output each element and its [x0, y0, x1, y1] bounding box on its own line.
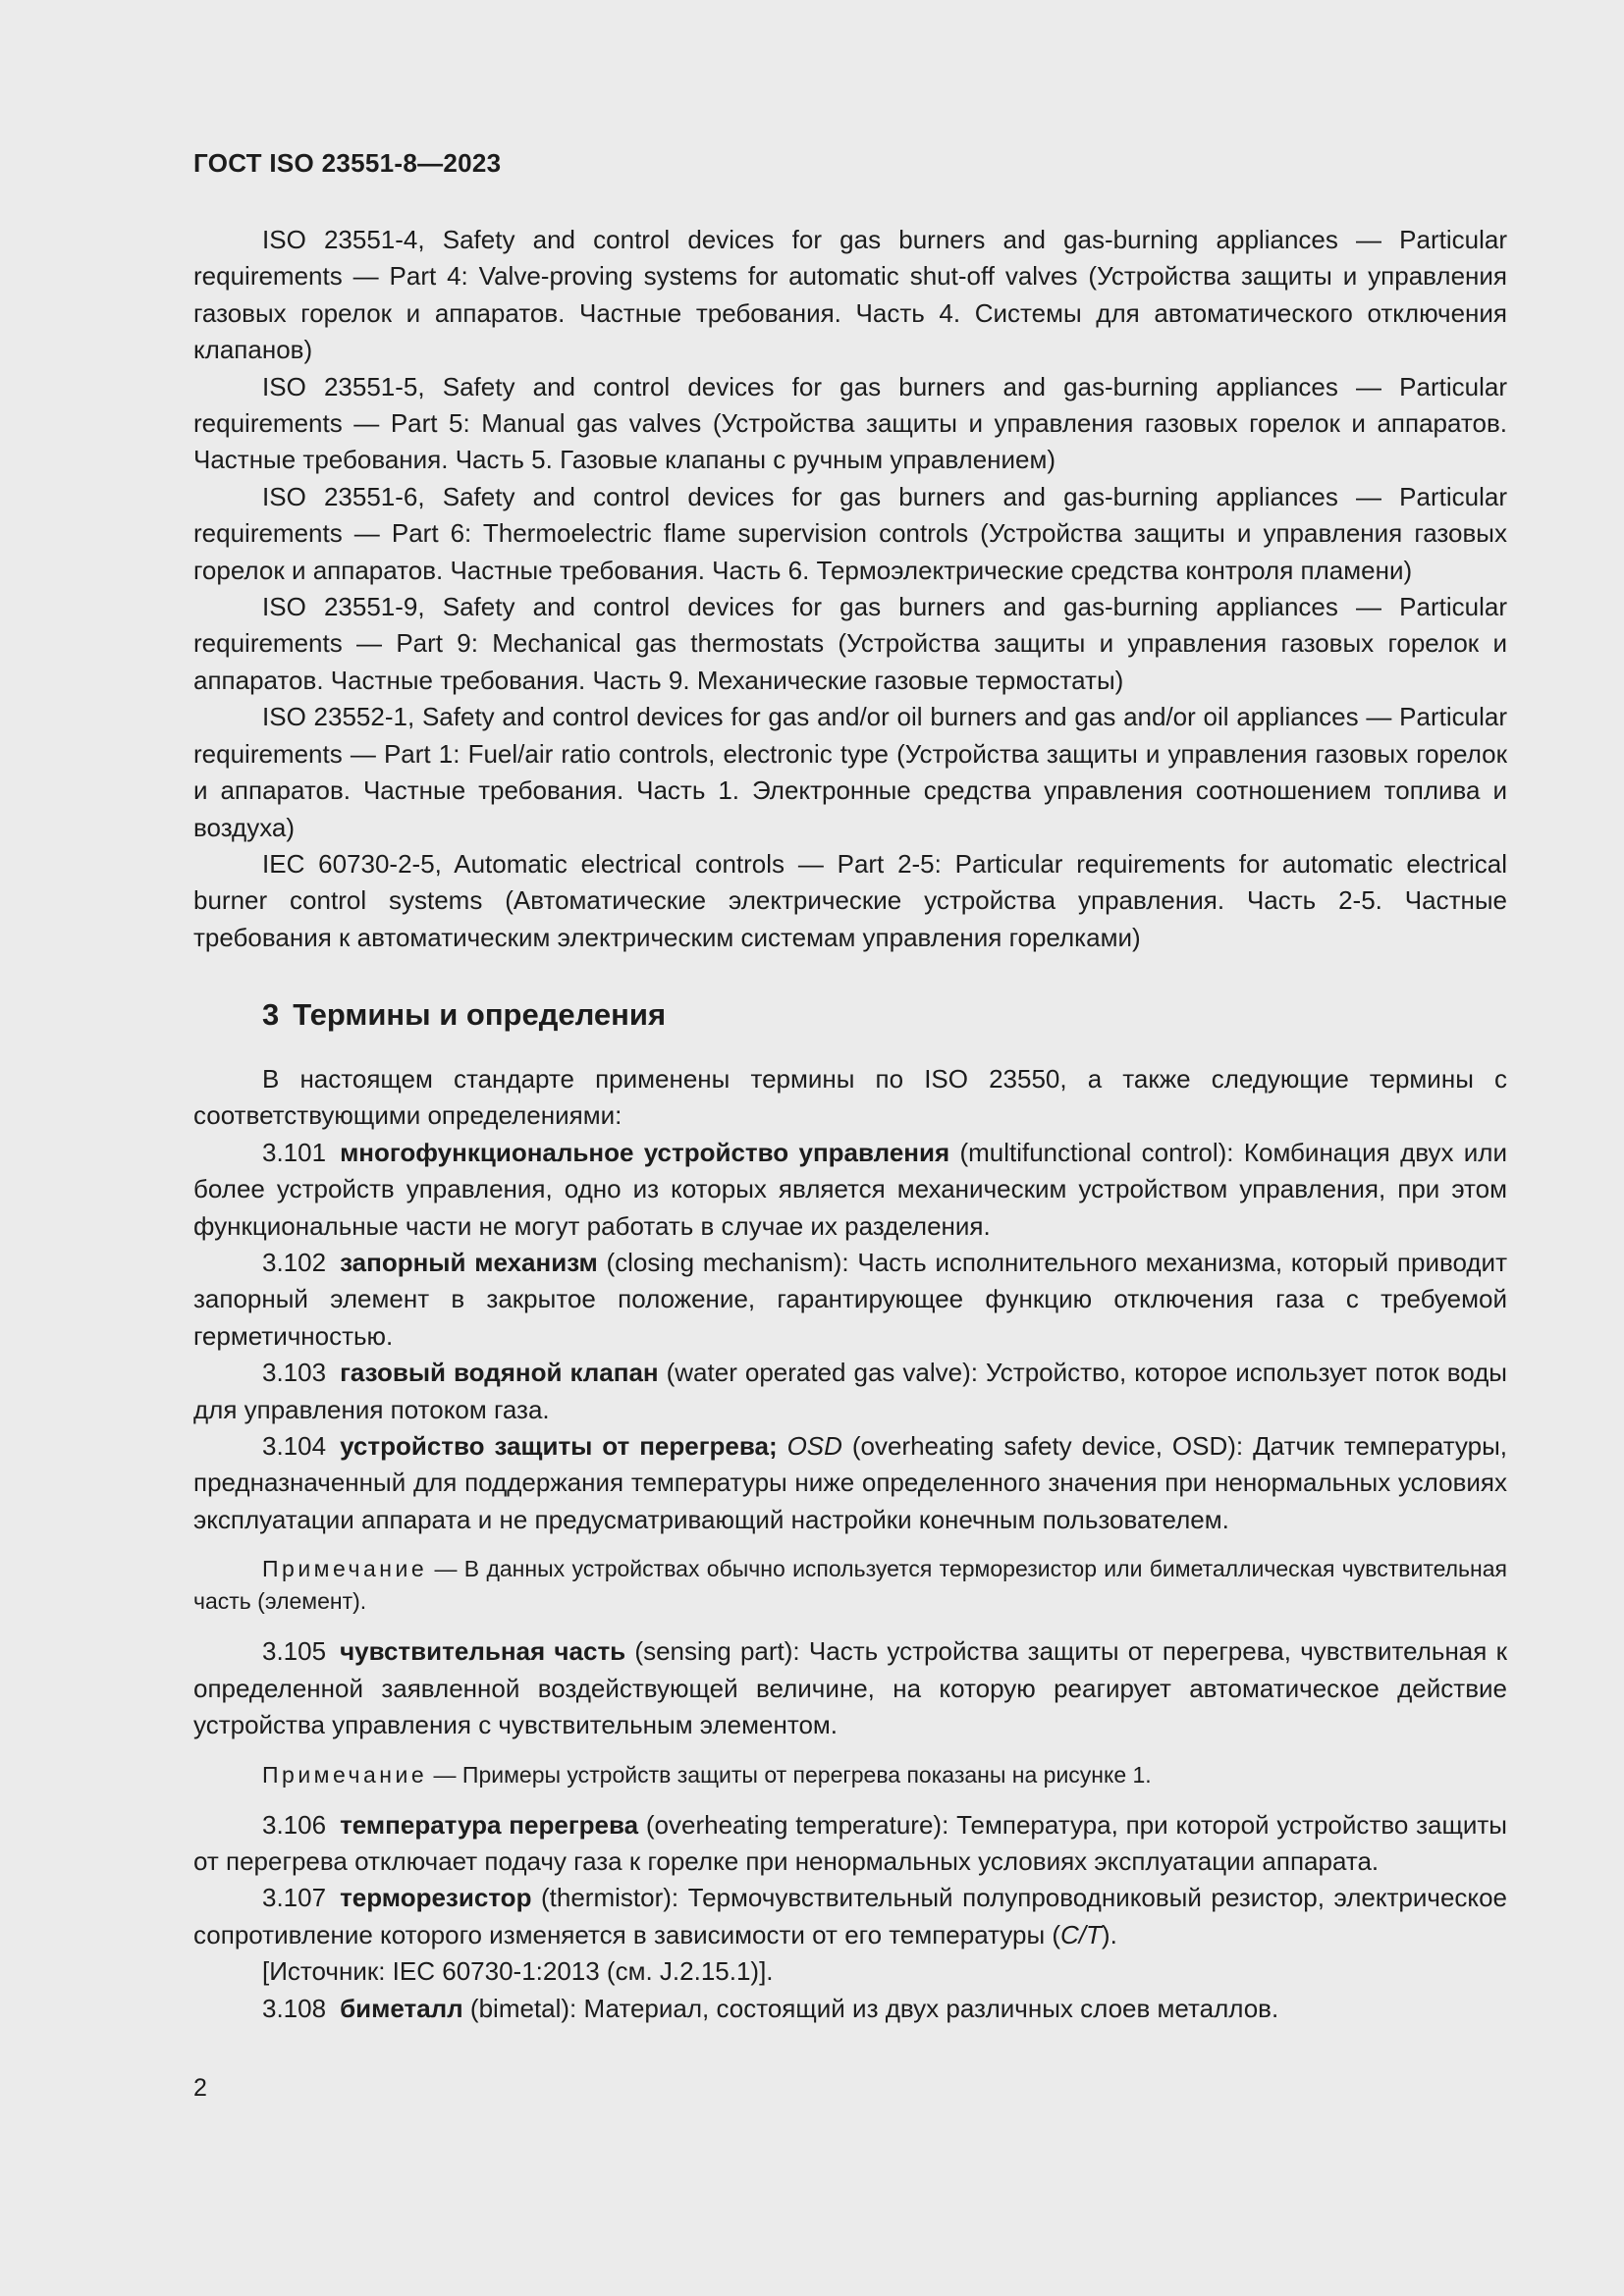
terms-section [193, 1061, 1507, 2027]
term-name: запорный механизм [340, 1248, 598, 1278]
reference-item: IEC 60730-2-5, Automatic electrical controls — Part 2-5: Particular requirements for automatic electrical burner control systems (Автоматические электрические устройства управления. Часть 2-5. Частные требования к автоматическим электрическим системам управления горелками) [193, 848, 1507, 952]
term-number: 3.108 [262, 1993, 327, 2023]
term-name: многофункциональное устройство управления [340, 1137, 950, 1167]
section-heading [262, 997, 666, 1033]
term-name: терморезистор [340, 1883, 532, 1913]
document-header: ГОСТ ISO 23551-8—2023 [193, 148, 502, 178]
term-definition: (overheating safety device, OSD): Датчик температуры, предназначенный для поддержания температуры ниже определенного значения при ненормальных условиях эксплуатации аппарата и не предусматривающий настройки конечным пользователем. [193, 1431, 1507, 1534]
formula: C/T [1060, 1919, 1102, 1949]
term-definition: (thermistor): Термочувствительный полупроводниковый резистор, электрическое сопротивление которого изменяется в зависимости от его температуры ( [193, 1883, 1507, 1949]
term-definition: (bimetal): Материал, состоящий из двух различных слоев металлов. [462, 1993, 1279, 2023]
page-number: 2 [193, 2074, 207, 2102]
term-number: 3.103 [262, 1358, 327, 1388]
section-intro: В настоящем стандарте применены термины по ISO 23550, а также следующие термины с соответствующими определениями: [193, 1064, 1507, 1131]
term-definition: (closing mechanism): Часть исполнительного механизма, который приводит запорный элемент в закрытое положение, гарантирующее функцию отключения газа с требуемой герметичностью. [193, 1248, 1507, 1351]
note-label: Примечание [262, 1761, 428, 1788]
term-definition: (overheating temperature): Температура, при которой устройство защиты от перегрева отключает подачу газа к горелке при ненормальных условиях эксплуатации аппарата. [193, 1809, 1507, 1876]
term-3-103 [193, 1355, 1507, 1428]
note-text: — В данных устройствах обычно используется терморезистор или биметаллическая чувствительная часть (элемент). [193, 1556, 1507, 1615]
reference-item: ISO 23552-1, Safety and control devices for gas and/or oil burners and gas and/or oil appliances — Particular requirements — Part 1: Fuel/air ratio controls, electronic type (Устройства защиты и управления газовых горелок и аппаратов. Частные требования. Часть 1. Электронные средства управления соотношением топлива и воздуха) [193, 702, 1507, 842]
term-definition: (multifunctional control): Комбинация двух или более устройств управления, одно из которых является механическим устройством управления, при этом функциональные части не могут работать в случае их разделения. [193, 1137, 1508, 1241]
note-label: Примечание [262, 1556, 428, 1582]
term-name: газовый водяной клапан [340, 1358, 659, 1388]
term-definition: (sensing part): Часть устройства защиты от перегрева, чувствительная к определенной заявленной воздействующей величине, на которую реагирует автоматическое действие устройства управления с чувствительным элементом. [193, 1636, 1507, 1740]
term-name: устройство защиты от перегрева; [340, 1431, 778, 1462]
term-number: 3.106 [262, 1809, 327, 1840]
term-3-101 [193, 1135, 1507, 1245]
term-3-105 [193, 1633, 1507, 1743]
term-3-106 [193, 1807, 1507, 1881]
term-number: 3.104 [262, 1431, 327, 1462]
note-text: — Примеры устройств защиты от перегрева показаны на рисунке 1. [427, 1761, 1152, 1788]
reference-item: ISO 23551-5, Safety and control devices for gas burners and gas-burning appliances — Particular requirements — Part 5: Manual gas valves (Устройства защиты и управления газовых горелок и аппаратов. Частные требования. Часть 5. Газовые клапаны с ручным управлением) [193, 371, 1507, 475]
term-3-104 [193, 1428, 1507, 1538]
term-number: 3.101 [262, 1137, 327, 1167]
reference-item: ISO 23551-4, Safety and control devices for gas burners and gas-burning appliances — Particular requirements — Part 4: Valve-proving systems for automatic shut-off valves (Устройства защиты и управления газовых горелок и аппаратов. Частные требования. Часть 4. Системы для автоматического отключения клапанов) [193, 225, 1507, 365]
term-3-107 [193, 1880, 1507, 1953]
term-definition-end: ). [1101, 1919, 1117, 1949]
term-number: 3.102 [262, 1248, 327, 1278]
note [193, 1759, 1507, 1791]
section-title: Термины и определения [293, 997, 667, 1032]
normative-references [193, 222, 1507, 956]
source-reference: [Источник: IEC 60730-1:2013 (см. J.2.15.1)]. [262, 1956, 774, 1987]
note [193, 1553, 1507, 1618]
term-abbreviation: OSD [786, 1431, 842, 1462]
term-name: чувствительная часть [340, 1636, 626, 1667]
reference-item: ISO 23551-6, Safety and control devices for gas burners and gas-burning appliances — Particular requirements — Part 6: Thermoelectric flame supervision controls (Устройства защиты и управления газовых горелок и аппаратов. Частные требования. Часть 6. Термоэлектрические средства контроля пламени) [193, 481, 1507, 585]
term-3-102 [193, 1245, 1507, 1355]
term-number: 3.105 [262, 1636, 327, 1667]
term-name: биметалл [340, 1993, 463, 2023]
reference-item: ISO 23551-9, Safety and control devices for gas burners and gas-burning appliances — Particular requirements — Part 9: Mechanical gas thermostats (Устройства защиты и управления газовых горелок и аппаратов. Частные требования. Часть 9. Механические газовые термостаты) [193, 592, 1507, 695]
term-definition: (water operated gas valve): Устройство, которое использует поток воды для управления потоком газа. [193, 1358, 1507, 1424]
section-number: 3 [262, 997, 280, 1032]
term-number: 3.107 [262, 1883, 327, 1913]
term-3-108 [193, 1991, 1507, 2027]
term-name: температура перегрева [340, 1809, 639, 1840]
